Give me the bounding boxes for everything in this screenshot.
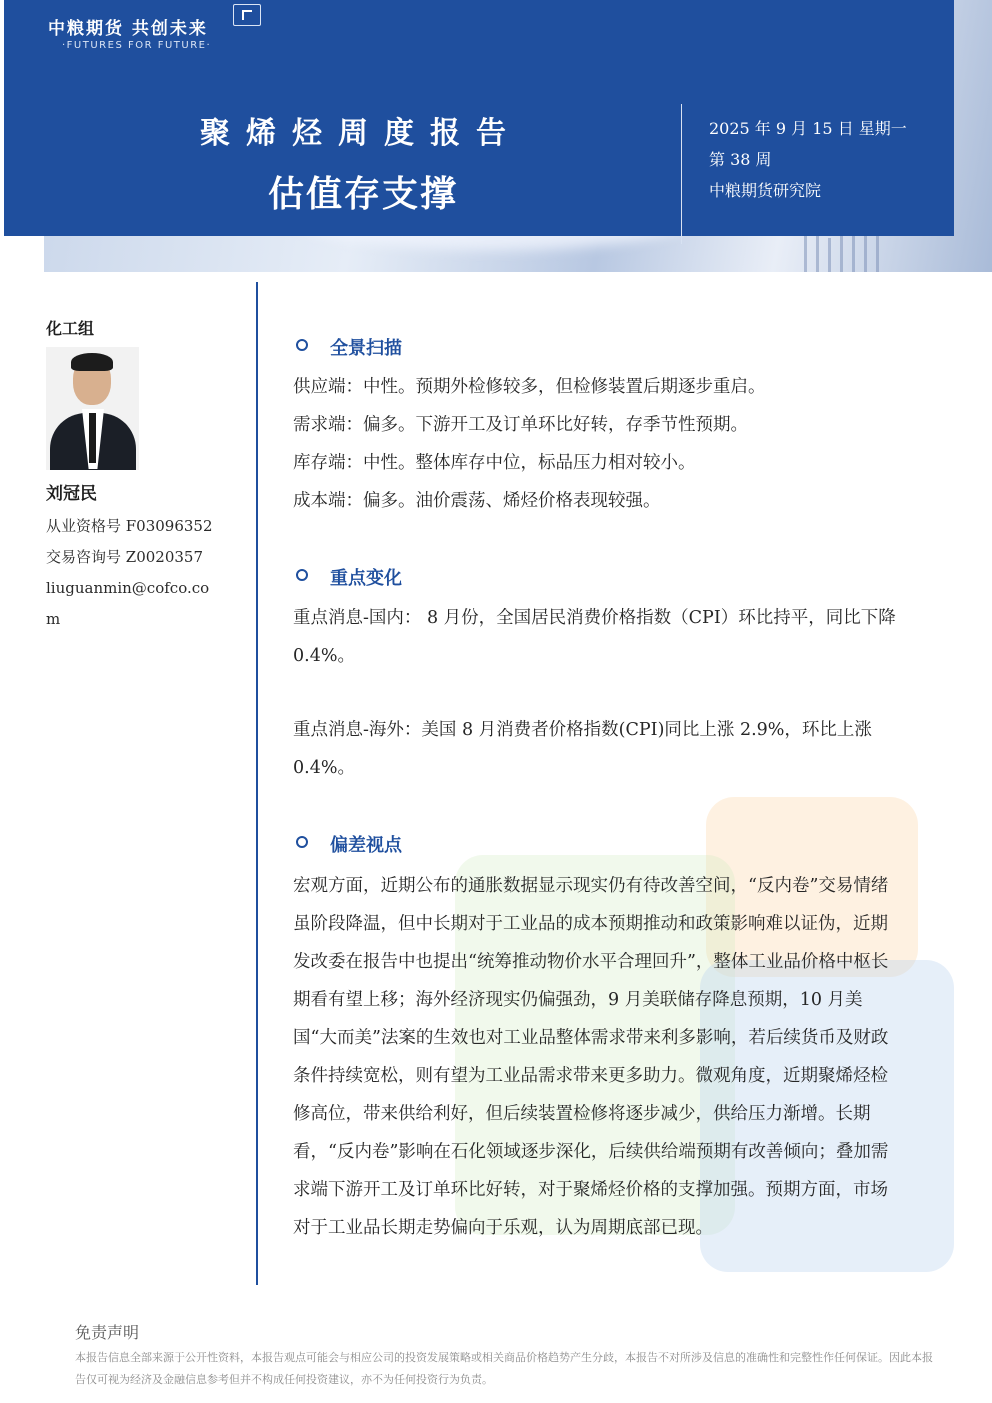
disclaimer-title: 免责声明 [75, 1323, 140, 1342]
company-logo-text: 中粮期货 共创未来 [48, 19, 208, 39]
overview-demand: 需求端：偏多。下游开工及订单环比好转，存季节性预期。 [293, 415, 748, 435]
overview-inventory: 库存端：中性。整体库存中位，标品压力相对较小。 [293, 453, 696, 473]
analyst-email[interactable]: liuguanmin@cofco.co [46, 579, 210, 597]
analyst-email-cont[interactable]: m [46, 610, 61, 628]
team-label: 化工组 [46, 319, 95, 338]
circle-bullet-icon [296, 339, 308, 351]
disclaimer-text: 本报告信息全部来源于公开性资料，本报告观点可能会与相应公司的投资发展策略或相关商品价格趋势产生分歧，本报告不对所涉及信息的准确性和完整性作任何保证。因此本报告仅可视为经济及金融信息参考但并不构成任何投资建议，亦不为任何投资行为负责。 [75, 1351, 933, 1386]
bias-body: 宏观方面，近期公布的通胀数据显示现实仍有待改善空间，“反内卷”交易情绪虽阶段降温，但中长期对于工业品的成本预期推动和政策影响难以证伪，近期发改委在报告中也提出“统筹推动物价水平合理回升”，整体工业品价格中枢长期看有望上移；海外经济现实仍偏强劲，9 月美联储存降息预期，10 月美国“大而美”法案的生效也对工业品整体需求带来利多影响，若后续货币及财政条件持续宽松，则有望为工业品需求带来更多助力。微观角度，近期聚烯烃检修高位，带来供给利好，但后续装置检修将逐步减少，供给压力渐增。长期看，“反内卷”影响在石化领域逐步深化，后续供给端预期有改善倾向；叠加需求端下游开工及订单环比好转，对于聚烯烃价格的支撑加强。预期方面，市场对于工业品长期走势偏向于乐观，认为周期底部已现。 [293, 876, 889, 1238]
license-number: 从业资格号 F03096352 [46, 517, 213, 535]
report-title: 聚烯烃周度报告 [200, 116, 522, 151]
advisory-number: 交易咨询号 Z0020357 [46, 548, 203, 566]
analyst-name: 刘冠民 [46, 484, 97, 504]
circle-bullet-icon [296, 836, 308, 848]
sidebar-divider [256, 282, 258, 1285]
analyst-photo [46, 347, 139, 470]
report-week: 第 38 周 [709, 150, 772, 169]
overview-cost: 成本端：偏多。油价震荡、烯烃价格表现较强。 [293, 491, 661, 511]
changes-domestic: 重点消息-国内： 8 月份，全国居民消费价格指数（CPI）环比持平，同比下降 0.4%。 [293, 608, 896, 666]
changes-overseas: 重点消息-海外：美国 8 月消费者价格指数(CPI)同比上涨 2.9%，环比上涨 0.4%。 [293, 720, 872, 778]
report-subtitle: 估值存支撑 [268, 173, 459, 215]
logo-icon [233, 4, 261, 26]
overview-supply: 供应端：中性。预期外检修较多，但检修装置后期逐步重启。 [293, 377, 766, 397]
report-date: 2025 年 9 月 15 日 星期一 [709, 119, 907, 138]
company-slogan: ·FUTURES FOR FUTURE· [62, 40, 212, 51]
report-institute: 中粮期货研究院 [709, 181, 822, 200]
circle-bullet-icon [296, 569, 308, 581]
header-divider [681, 104, 682, 244]
